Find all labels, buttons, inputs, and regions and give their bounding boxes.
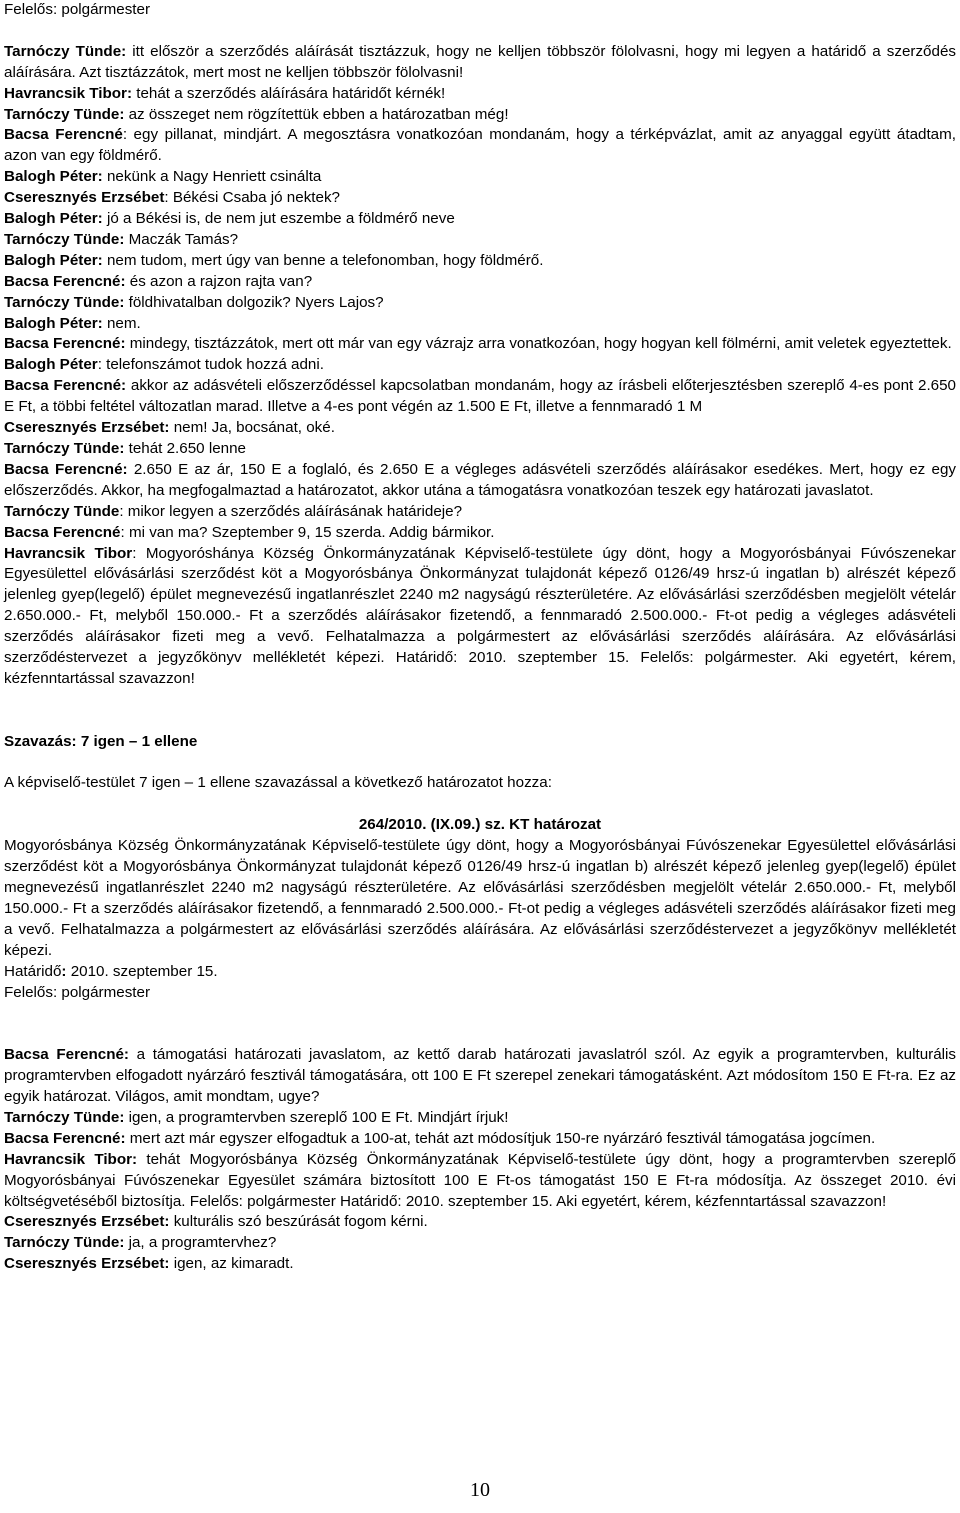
paragraph-text: nekünk a Nagy Henriett csinálta xyxy=(102,168,322,186)
speaker-label: Balogh Péter xyxy=(4,356,98,374)
speaker-label: Bacsa Ferencné: xyxy=(4,272,126,290)
paragraph-text: jó a Békési is, de nem jut eszembe a földmérő neve xyxy=(102,210,455,228)
paragraph xyxy=(4,1129,956,1150)
paragraph xyxy=(4,418,956,439)
paragraph-text: igen, az kimaradt. xyxy=(169,1255,294,1273)
paragraph-text: tehát 2.650 lenne xyxy=(124,440,246,458)
paragraph-text: tehát a szerződés aláírására határidőt kérnék! xyxy=(132,84,446,102)
speaker-label: Tarnóczy Tünde: xyxy=(4,440,125,458)
paragraph xyxy=(4,1254,956,1275)
paragraph xyxy=(4,439,956,460)
speaker-label: Bacsa Ferencné xyxy=(4,523,121,541)
speaker-label: Balogh Péter: xyxy=(4,251,103,269)
speaker-label: Havrancsik Tibor xyxy=(4,544,133,562)
speaker-label: Cseresznyés Erzsébet: xyxy=(4,1255,170,1273)
speaker-label: Tarnóczy Tünde: xyxy=(4,1108,125,1126)
paragraph-text: igen, a programtervben szereplő 100 E Ft. Mindjárt írjuk! xyxy=(124,1108,509,1126)
paragraph xyxy=(4,1045,956,1108)
speaker-label: Tarnóczy Tünde: xyxy=(4,230,125,248)
speaker-label: Bacsa Ferencné: xyxy=(4,1046,129,1064)
speaker-label: Cseresznyés Erzsébet: xyxy=(4,419,170,437)
paragraph-text: a támogatási határozati javaslatom, az kettő darab határozati javaslatról szól. Az egyik a programtervben, kulturális programtervben elfogadott nyárzáró fesztivál támogatására, ott 100 E Ft szerepel zenekari támogatásként. Azt módosítom 150 E Ft-ra. Ez az egyik határozat. Világos, amit mondtam, ugye? xyxy=(4,1046,957,1106)
speaker-label: Havrancsik Tibor: xyxy=(4,84,133,102)
speaker-label: Cseresznyés Erzsébet xyxy=(4,189,165,207)
speaker-label: Tarnóczy Tünde: xyxy=(4,293,125,311)
paragraph-text: itt először a szerződés aláírását tisztázzuk, hogy ne kelljen többször fölolvasni, hogy mi legyen a határidő a szerződés aláírására. Azt tisztázzátok, mert most ne kelljen többször fölolvasni! xyxy=(4,42,956,81)
paragraph xyxy=(4,1212,956,1233)
speaker-label: Szavazás: 7 igen – 1 ellene xyxy=(4,732,198,750)
paragraph-text: nem! Ja, bocsánat, oké. xyxy=(169,419,335,437)
paragraph-text: tehát Mogyorósbánya Község Önkormányzatának Képviselő-testülete úgy dönt, hogy a programtervben szereplő Mogyorósbányai Fúvószenekar Egyesület számára biztosított 100 E Ft-os támogatást 150 E Ft-ra módosítja. Az összeget 2010. évi költségvetéséből biztosítja. Felelős: polgármester Határidő: 2010. szeptember 15. Aki egyetért, kérem, kézfenntartással szavazzon! xyxy=(4,1150,956,1210)
blank-line xyxy=(4,794,956,815)
paragraph xyxy=(4,502,956,523)
speaker-label: Bacsa Ferencné xyxy=(4,126,123,144)
speaker-label: Tarnóczy Tünde: xyxy=(4,42,127,60)
paragraph-text: nem. xyxy=(102,314,141,332)
paragraph-text: mert azt már egyszer elfogadtuk a 100-at, tehát azt módosítjuk 150-re nyárzáró fesztivál támogatása jogcímen. xyxy=(125,1129,876,1147)
paragraph-text: és azon a rajzon rajta van? xyxy=(125,272,313,290)
speaker-label: Tarnóczy Tünde: xyxy=(4,105,125,123)
paragraph xyxy=(4,188,956,209)
page-number: 10 xyxy=(470,1479,490,1501)
blank-line xyxy=(4,753,956,774)
paragraph xyxy=(4,732,956,753)
paragraph xyxy=(4,1233,956,1254)
paragraph xyxy=(4,314,956,335)
speaker-label: Havrancsik Tibor: xyxy=(4,1150,138,1168)
paragraph xyxy=(4,836,956,961)
paragraph-text: mindegy, tisztázzátok, mert ott már van egy vázrajz arra vonatkozóan, hogy hogyan kell fölmérni, amit veletek egyeztettek. xyxy=(125,335,952,353)
paragraph-text: 2010. szeptember 15. xyxy=(66,962,218,980)
paragraph-text: Maczák Tamás? xyxy=(124,230,239,248)
speaker-label: Balogh Péter: xyxy=(4,210,103,228)
speaker-label: Bacsa Ferencné: xyxy=(4,460,128,478)
blank-line xyxy=(4,1003,956,1045)
speaker-label: Tarnóczy Tünde: xyxy=(4,1234,125,1252)
speaker-label: Bacsa Ferencné: xyxy=(4,335,126,353)
paragraph-text: akkor az adásvételi előszerződéssel kapcsolatban mondanám, hogy az írásbeli előterjesztésben szereplő 4-es pont 2.650 E Ft, a többi feltétel változatlan marad. Illetve a 4-es pont végén az 1.500 E Ft, illetve a fennmaradó 1 M xyxy=(4,377,956,416)
paragraph-text: Mogyorósbánya Község Önkormányzatának Képviselő-testülete úgy dönt, hogy a Mogyorósbányai Fúvószenekar Egyesülettel elővásárlási szerződést köt a Mogyorósbánya Önkormányzat tulajdonát képező 0126/49 hrsz-ú ingatlan b) alrészét képező jelenleg gyep(legelő) épület megnevezésű ingatlanrészlet 2240 m2 nagyságú részterületére. Az elővásárlási szerződésben megjelölt vételár 2.650.000.- Ft, melyből 150.000.- Ft a szerződés aláírásakor fizetendő, a fennmaradó 2.500.000.- Ft-ot pedig a végleges adásvételi szerződés aláírásakor fizeti meg a vevő. Felhatalmazza a polgármestert az elővásárlási szerződés aláírására. Az elővásárlási szerződéstervezet a jegyzőkönyv mellékletét képezi. xyxy=(4,837,956,959)
paragraph xyxy=(4,983,956,1004)
speaker-label: Bacsa Ferencné: xyxy=(4,1129,126,1147)
paragraph xyxy=(4,376,956,418)
paragraph-text: kulturális szó beszúrását fogom kérni. xyxy=(169,1213,428,1231)
paragraph xyxy=(4,209,956,230)
speaker-label: 264/2010. (IX.09.) sz. KT határozat xyxy=(358,816,602,834)
paragraph xyxy=(4,544,956,690)
paragraph xyxy=(4,105,956,126)
paragraph xyxy=(4,84,956,105)
paragraph xyxy=(4,125,956,167)
paragraph xyxy=(4,230,956,251)
paragraph xyxy=(4,42,956,84)
speaker-label: Balogh Péter: xyxy=(4,314,103,332)
paragraph xyxy=(4,251,956,272)
paragraph-text: : egy pillanat, mindjárt. A megosztásra vonatkozóan mondanám, hogy a térképvázlat, amit az anyaggal együtt átadtam, azon van egy földmérő. xyxy=(4,126,956,165)
speaker-label: Tarnóczy Tünde xyxy=(4,502,120,520)
paragraph xyxy=(4,460,956,502)
paragraph-text: az összeget nem rögzítettük ebben a határozatban még! xyxy=(124,105,509,123)
paragraph-text: Felelős: polgármester xyxy=(4,1,151,18)
paragraph-text: : Mogyoróshánya Község Önkormányzatának Képviselő-testülete úgy dönt, hogy a Mogyorósbányai Fúvószenekar Egyesülettel elővásárlási szerződést köt a Mogyorósbánya Önkormányzat tulajdonát képező 0126/49 hrsz-ú ingatlan b) alrészét képező jelenleg gyep(legelő) épület megnevezésű ingatlanrészlet 2240 m2 nagyságú részterületére. Az elővásárlási szerződésben megjelölt vételár 2.650.000.- Ft, melyből 150.000.- Ft a szerződés aláírásakor fizetendő, a fennmaradó 2.500.000.- Ft-ot pedig a végleges adásvételi szerződés aláírásakor fizeti meg a vevő. Felhatalmazza a polgármestert az elővásárlási szerződés aláírására. Az elővásárlási szerződéstervezet a jegyzőkönyv mellékletét képezi. Határidő: 2010. szeptember 15. Felelős: polgármester. Aki egyetért, kérem, kézfenntartással szavazzon! xyxy=(4,544,956,687)
paragraph-text: 2.650 E az ár, 150 E a foglaló, és 2.650 E a végleges adásvételi szerződés aláírásakor esedékes. Mert, hogy ez egy előszerződés. Akkor, ha megfogalmaztad a határozatot, akkor utána a támogatásra vonatkozóan teszek egy határozati javaslatot. xyxy=(4,460,957,499)
paragraph xyxy=(4,962,956,983)
paragraph xyxy=(4,355,956,376)
paragraph-text: : telefonszámot tudok hozzá adni. xyxy=(97,356,324,374)
paragraph-text: ja, a programtervhez? xyxy=(124,1234,277,1252)
paragraph xyxy=(4,293,956,314)
blank-line xyxy=(4,21,956,42)
paragraph xyxy=(4,0,956,21)
resolution-title xyxy=(4,815,956,836)
speaker-label: Cseresznyés Erzsébet: xyxy=(4,1213,170,1231)
speaker-label: Bacsa Ferencné: xyxy=(4,377,127,395)
paragraph-text: : mikor legyen a szerződés aláírásának határideje? xyxy=(119,502,463,520)
paragraph-text: Felelős: polgármester xyxy=(4,983,151,1001)
paragraph xyxy=(4,523,956,544)
paragraph xyxy=(4,1108,956,1129)
document-body xyxy=(4,0,956,1275)
paragraph xyxy=(4,334,956,355)
paragraph xyxy=(4,773,956,794)
speaker-label: : xyxy=(61,962,67,980)
paragraph-text: nem tudom, mert úgy van benne a telefonomban, hogy földmérő. xyxy=(102,251,544,269)
paragraph-text: : mi van ma? Szeptember 9, 15 szerda. Addig bármikor. xyxy=(120,523,495,541)
speaker-label: Balogh Péter: xyxy=(4,168,103,186)
paragraph-text: A képviselő-testület 7 igen – 1 ellene szavazással a következő határozatot hozza: xyxy=(4,774,552,792)
paragraph-text: földhivatalban dolgozik? Nyers Lajos? xyxy=(124,293,384,311)
paragraph-text: Határidő xyxy=(4,962,62,980)
blank-line xyxy=(4,690,956,732)
paragraph xyxy=(4,167,956,188)
paragraph xyxy=(4,272,956,293)
paragraph xyxy=(4,1150,956,1213)
paragraph-text: : Békési Csaba jó nektek? xyxy=(164,189,341,207)
